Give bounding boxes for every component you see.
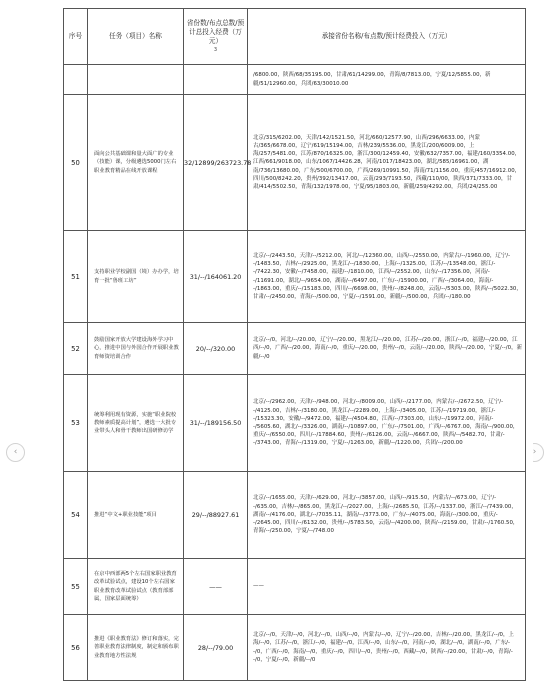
- row-funding: 31/--/189156.50: [184, 375, 248, 472]
- row-funding: 31/--/164061.20: [184, 231, 248, 323]
- row-funding: 28/--/79.00: [184, 615, 248, 681]
- row-task: [88, 65, 184, 95]
- table-row: [64, 615, 526, 681]
- row-funding: [184, 65, 248, 95]
- row-provinces: /6800.00，陕西/68/35195.00，甘肃/61/14299.00，青海/8/7813.00，宁夏/12/5855.00，新疆/51/12960.00，兵团/63/30010.00: [248, 65, 526, 95]
- table-row: [64, 559, 526, 615]
- row-no: 53: [64, 375, 88, 472]
- previous-page-button[interactable]: [6, 443, 25, 462]
- table-header-row: [64, 9, 526, 65]
- header-funding-note: 3: [213, 46, 218, 53]
- row-task: 面向公共基础课和量大面广的专业（技能）课，分级遴选5000门左右职业教育精品在线开放课程: [88, 95, 184, 231]
- row-provinces: 北京/--/2443.50，天津/--/5212.00，河北/--/12360.00，山西/--/2550.00，内蒙古/--/1960.00，辽宁/--/1483.50，吉林/--/2925.00，黑龙江/--/1830.00，上海/--/1325.00，江苏/--/13548.00，浙江/--/7422.30，安徽/--/7458.00，福建/--/1810.00，江西/--/2552.00，山东/--/17356.00，河南/--/11691.00，湖北/--/9654.00，湖南/--/6497.00，广东/--/15900.00，广西/--/3064.00，海南/--/1863.00，重庆/--/15183.00，四川/--/6698.00，贵州/--/8248.00，云南/--/5303.00，陕西/--/5022.30，甘肃/--/2450.00，青海/--/500.00，宁夏/--/1591.00，新疆/--/500.00，兵团/--/180.00: [248, 231, 526, 323]
- row-funding: ——: [184, 559, 248, 615]
- row-funding: 20/--/320.00: [184, 323, 248, 375]
- row-funding: 29/--/88927.61: [184, 472, 248, 559]
- table-row: [64, 472, 526, 559]
- row-provinces: 北京/--/2962.00，天津/--/948.00，河北/--/8009.00，山西/--/2177.00，内蒙古/--/2672.50，辽宁/--/4125.00，吉林/--/3180.00，黑龙江/--/2289.00，上海/--/3405.00，江苏/--/19719.00，浙江/--/15323.30，安徽/--/9472.00，福建/--/4504.80，江西/--/7303.00，山东/--/19972.00，河南/--/5605.60，湖北/--/3326.00，湖南/--/10897.00，广东/--/7501.00，广西/--/6767.00，海南/--/900.00，重庆/--/6550.00，四川/--/17884.60，贵州/--/6126.00，云南/--/6667.00，陕西/--/5482.70，甘肃/--/3743.00，青海/--/1319.00，宁夏/--/1263.00，新疆/--/1220.00，兵团/--/200.00: [248, 375, 526, 472]
- row-no: 55: [64, 559, 88, 615]
- row-task: 在京中西部两5个左右国家职业教育改革试验试点，建设10个左右国家职业教育改革试验试点（教育部部属，国家层面统筹）: [88, 559, 184, 615]
- row-provinces: ——: [248, 559, 526, 615]
- table-row: [64, 323, 526, 375]
- chevron-left-icon: ‹: [13, 447, 18, 457]
- header-provinces: 承接省份名称/布点数/预计经费投入（万元）: [248, 9, 526, 65]
- row-no: 54: [64, 472, 88, 559]
- header-task: 任务（项目）名称: [88, 9, 184, 65]
- row-task: 推进《职业教育法》修订和落实，完善职业教育法律制度，制定和颁布职业教育地方性法规: [88, 615, 184, 681]
- row-task: 支持职业学校副国（境）办办学，培育一批“鲁班工坊”: [88, 231, 184, 323]
- row-funding: 32/12899/263723.78: [184, 95, 248, 231]
- header-funding-label: 省份数/布点总数/预计总投入经费（万元）: [186, 18, 245, 45]
- row-no: [64, 65, 88, 95]
- header-funding: [184, 9, 248, 65]
- row-no: 56: [64, 615, 88, 681]
- row-no: 51: [64, 231, 88, 323]
- task-table: [63, 8, 526, 681]
- table-row: [64, 231, 526, 323]
- table-row-continued: [64, 65, 526, 95]
- row-task: 推进“中文+职业技能”项目: [88, 472, 184, 559]
- row-task: 统筹利用现有资源，实施“职业院校教师素质提高计划”，遴选一大批专业带头人和骨干教师出国研修访学: [88, 375, 184, 472]
- row-no: 50: [64, 95, 88, 231]
- header-no: 序号: [64, 9, 88, 65]
- row-task: 鼓励国家开放大学建设海外学习中心，推进中国与外国合作开展职业教育师资培训合作: [88, 323, 184, 375]
- row-provinces: 北京/315/6202.00，天津/142/1521.50，河北/660/12577.90，山西/296/6633.00，内蒙古/365/6678.00，辽宁/619/15194.00，吉林/239/5536.00，黑龙江/200/6009.00，上海/257/5481.00，江苏/870/16325.00，浙江/300/12459.40，安徽/632/7357.00，福建/160/3354.00，江西/661/9018.00，山东/1067/14426.28，河南/1017/18423.00，湖北/585/16961.00，湖南/736/13680.00，广东/500/6700.00，广西/269/10991.50，海南/71/1156.00，重庆/457/16912.00，四川/500/8242.20，贵州/392/13417.00，云南/293/7193.50，西藏/110/00，陕西/371/7333.00，甘肃/414/5502.50，青海/132/1978.00，宁夏/95/1803.00，新疆/259/4292.00，兵团/24/255.00: [248, 95, 526, 231]
- table-row: [64, 95, 526, 231]
- row-provinces: 北京/--/1655.00，天津/--/629.00，河北/--/3857.00，山西/--/915.50，内蒙古/--/673.00，辽宁/--/635.00，吉林/--/865.00，黑龙江/--/2027.00，上海/--/2685.50，江苏/--/1337.00，浙江/--/7439.00，湖南/--/4176.00，湖北/--/7035.11，湖南/--/3773.00，广东/--/4075.00，海南/--/300.00，重庆/--/2645.00，四川/--/6132.00，贵州/--/5783.50，云南/--/4200.00，陕西/--/2159.00，甘肃/--/1760.50，青海/--/250.00，宁夏/--/748.00: [248, 472, 526, 559]
- row-provinces: 北京/--/0，河北/--/20.00，辽宁/--/20.00，黑龙江/--/20.00，江苏/--/20.00，浙江/--/0，福建/--/20.00，江西/--/0，广西/--/20.00，海南/--/0，重庆/--/20.00，贵州/--/0，云南/--/20.00，陕西/--/20.00，宁夏/--/0，新疆/--/0: [248, 323, 526, 375]
- chevron-right-icon: ›: [532, 447, 537, 457]
- table-row: [64, 375, 526, 472]
- document-page: [55, 0, 533, 684]
- row-provinces: 北京/--/0，天津/--/0，河北/--/0，山西/--/0，内蒙古/--/0，辽宁/--/20.00，吉林/--/20.00，黑龙江/--/0，上海/--/0，江苏/--/0，浙江/--/0，福建/--/0，江西/--/0，山东/--/0，河南/--/0，湖北/--/0，湖南/--/0，广东/--/0，广西/--/0，海南/--/0，重庆/--/0，四川/--/0，贵州/--/0，西藏/--/0，陕西/--/20.00，甘肃/--/0，青海/--/0，宁夏/--/0，新疆/--/0: [248, 615, 526, 681]
- row-no: 52: [64, 323, 88, 375]
